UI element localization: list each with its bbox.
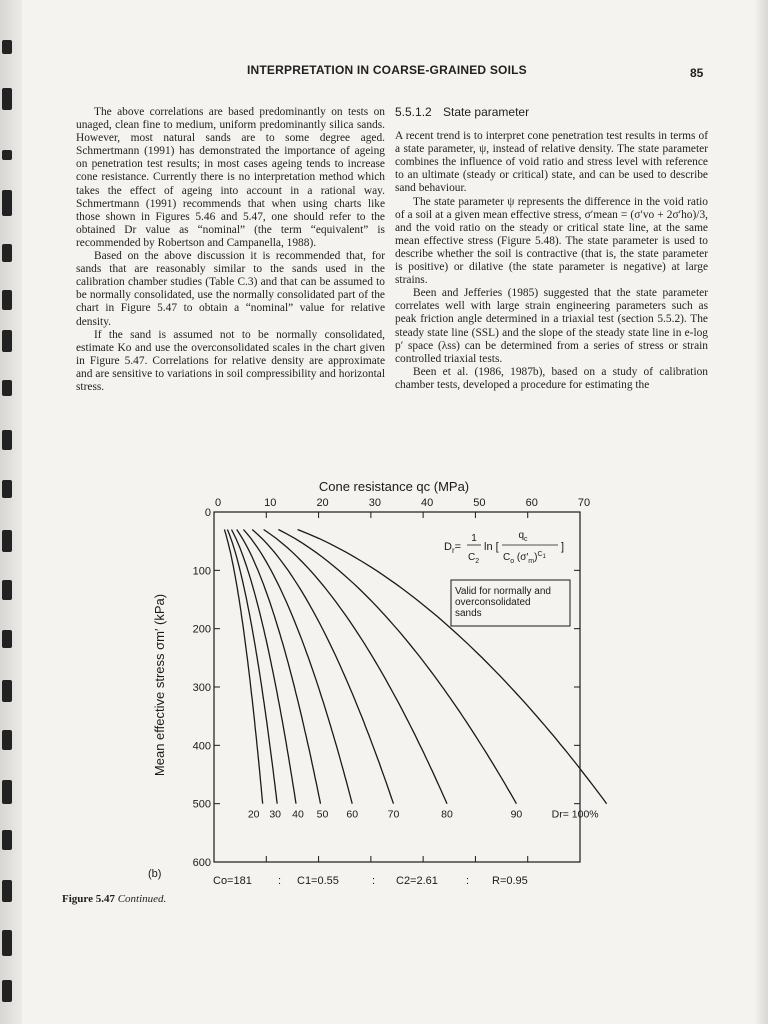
constant-c1: C1=0.55 xyxy=(297,875,339,887)
x-tick-label: 70 xyxy=(577,497,591,509)
note-line: Valid for normally and xyxy=(455,586,551,597)
curve-labels xyxy=(248,809,599,821)
paragraph: Been and Jefferies (1985) suggested that the state parameter correlates well with large strain engineering parameters such as peak friction angle determined in a triaxial test (section 5.5.2). The steady state line (SSL) and the slope of the steady state line in e-log p′ space (λss) can be determined from a series of stress or strain controlled triaxial tests. xyxy=(395,287,708,365)
paragraph: A recent trend is to interpret cone penetration test results in terms of a state parameter, ψ, instead of relative density. The state parameter combines the influence of void ratio and stress level with reference to an ultimate (steady or critical) state, and can be used to describe sand behaviour. xyxy=(395,130,708,195)
paragraph: Been et al. (1986, 1987b), based on a study of calibration chamber tests, developed a procedure for estimating the xyxy=(395,365,708,391)
y-tick-label: 400 xyxy=(192,740,211,753)
separator: : xyxy=(278,875,282,887)
paragraph: Based on the above discussion it is recommended that, for sands that are reasonably similar to the sands used in the calibration chamber studies (Table C.3) and that can be assumed to be normally consolidated, use the normally consolidated part of the chart in Figure 5.47 to obtain a “nominal” value for relative density. xyxy=(76,250,385,328)
density-curve-60 xyxy=(243,530,352,804)
running-header: INTERPRETATION IN COARSE-GRAINED SOILS xyxy=(247,63,527,77)
density-curve-70 xyxy=(252,530,393,804)
svg-text:Dr=: $D_r=$ xyxy=(444,541,462,555)
x-axis-title xyxy=(319,479,469,494)
density-curve-20 xyxy=(224,530,262,804)
figure-caption xyxy=(62,893,166,905)
y-axis-title: Mean effective stress σm′ (kPa) xyxy=(152,593,167,777)
section-number: 5.5.1.2 xyxy=(395,105,432,119)
curve-label: 50 xyxy=(316,808,329,821)
x-tick-label: 50 xyxy=(473,497,486,509)
density-curve-50 xyxy=(237,530,321,804)
density-curve-40 xyxy=(232,530,297,804)
x-tick-label: 10 xyxy=(264,497,277,509)
constant-co: Co=181 xyxy=(213,875,252,887)
x-tick-label: 20 xyxy=(316,497,329,509)
y-tick-label: 300 xyxy=(192,682,211,694)
density-curve-80 xyxy=(264,530,447,804)
caption-number: Figure 5.47 xyxy=(62,893,115,905)
x-axis-title-text: Cone resistance qc (MPa) xyxy=(318,479,470,494)
curve-label: 70 xyxy=(387,808,400,821)
svg-text:]: ] xyxy=(561,541,565,553)
curve-label: 90 xyxy=(510,808,523,821)
curve-label: 20 xyxy=(247,808,260,821)
density-curve-90 xyxy=(278,530,516,804)
svg-text:ln [: ln [ xyxy=(484,541,499,553)
panel-label: (b) xyxy=(148,868,162,880)
svg-text:Co (σ′m)C1: $C_o$ $(\sigma'_m)^C_1$ xyxy=(503,551,546,565)
x-tick-label: 0 xyxy=(214,497,222,509)
y-tick-label: 100 xyxy=(192,565,211,578)
y-tick-label: 200 xyxy=(192,623,211,636)
constant-r: R=0.95 xyxy=(492,875,528,887)
section-title: State parameter xyxy=(443,105,530,119)
curve-label: 30 xyxy=(269,808,282,821)
paragraph: The above correlations are based predominantly on tests on unaged, clean fine to medium, uniform predominantly silica sands. However, most natural sands are to some degree aged. Schmertmann (1991) has demonstrated the importance of ageing on penetration test results; in most cases ageing tends to increase cone resistance. Currently there is no interpretation method which takes the effect of ageing into account in a rational way. Schmertmann (1991) recommends that when using charts like those shown in Figures 5.46 and 5.47, one should refer to the obtained Dr value as “nominal” (the term “equivalent” is recommended by Robertson and Campanella, 1988). xyxy=(76,106,385,249)
caption-text: Continued. xyxy=(117,893,167,905)
density-curves xyxy=(224,530,606,804)
separator: : xyxy=(466,875,470,887)
note-line: sands xyxy=(455,608,482,619)
separator: : xyxy=(372,875,376,887)
y-tick-label: 500 xyxy=(192,798,211,811)
curve-label: 80 xyxy=(441,808,453,821)
curve-label-100: Dr= 100% xyxy=(551,808,599,821)
density-curve-100 xyxy=(298,530,607,804)
x-tick-label: 60 xyxy=(525,497,538,509)
formula xyxy=(444,530,564,565)
svg-text:qc: $q_c$ xyxy=(518,530,528,543)
curve-label: 60 xyxy=(346,808,359,821)
x-tick-label: 30 xyxy=(368,497,381,509)
page-number: 85 xyxy=(690,66,704,80)
svg-text:C2: $C_2$ xyxy=(468,552,480,565)
y-tick-label: 600 xyxy=(192,857,211,869)
density-curve-30 xyxy=(227,530,277,804)
note-line: overconsolidated xyxy=(455,597,531,608)
paragraph: If the sand is assumed not to be normally consolidated, estimate Ko and use the overconsolidated scales in the chart given in Figure 5.47. Correlations for relative density are approximate and are sensitive to variations in soil compressibility and horizontal stress. xyxy=(76,328,385,393)
paragraph: The state parameter ψ represents the difference in the void ratio of a soil at a given mean effective stress, σ′mean = (σ′vo + 2σ′ho)/3, and the void ratio on the steady or critical state line, at the same mean effective stress (Figure 5.48). The state parameter is used to describe whether the soil is contractive (that is, the state parameter is positive) or dilative (the state parameter is negative) at large strains. xyxy=(395,195,708,287)
svg-text:1: 1 xyxy=(471,533,477,544)
curve-label: 40 xyxy=(292,808,304,821)
constant-c2: C2=2.61 xyxy=(396,875,438,887)
x-tick-label: 40 xyxy=(421,497,434,509)
y-tick-label: 0 xyxy=(204,507,211,519)
